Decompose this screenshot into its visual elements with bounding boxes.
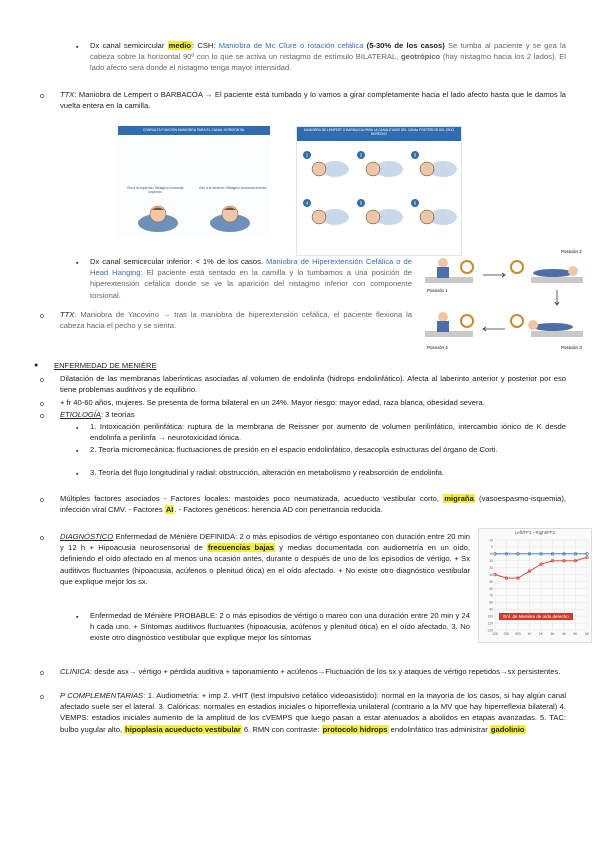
audiogram-y-tick: 100 bbox=[487, 614, 493, 619]
meniere-pruebas bbox=[60, 690, 566, 735]
audiogram-y-tick: 90 bbox=[489, 607, 493, 612]
diagnostico-a: Enfermedad de Ménière DEFINIDA: 2 o más episodios de vértigo espontaneo con duración entre 20 min y 12 h + Hipoacusia neurosensorial de bbox=[60, 532, 470, 553]
audiogram-y-tick: 80 bbox=[489, 600, 493, 605]
audiogram-x-tick: 500 bbox=[515, 632, 521, 636]
csh-lead: Dx canal semicircular bbox=[90, 41, 168, 50]
teoria-1: 1. Intoxicación perilinfática: ruptura de la membrana de Reissner por aumento de volumen perilinfático, intercambio iónico de K desde endolinfa a perilinfa → neurotoxicidad iónica. bbox=[90, 422, 566, 443]
lempert-step-3 bbox=[411, 151, 457, 177]
audiogram-y-tick: 30 bbox=[489, 565, 493, 570]
lempert-step-2 bbox=[357, 151, 403, 177]
circle-bullet-icon: o bbox=[40, 694, 44, 701]
audiogram-x-tick: 250 bbox=[503, 632, 510, 636]
position-3-patient-icon bbox=[528, 320, 583, 337]
pruebas-protocolo: protocolo hidrops bbox=[322, 724, 388, 734]
yacovino-ttx: TTX bbox=[60, 310, 75, 319]
pruebas-label: P COMPLEMENTARIAS bbox=[60, 691, 144, 700]
diagnostico-frecuencias: frecuencias bajas bbox=[208, 543, 274, 553]
square-bullet-icon: ▪ bbox=[76, 448, 79, 455]
position-2-patient-icon bbox=[531, 266, 583, 283]
square-bullet-icon: ▪ bbox=[76, 614, 79, 621]
circle-bullet-icon: o bbox=[40, 413, 44, 420]
circle-bullet-icon: o bbox=[40, 313, 44, 320]
circle-bullet-icon: o bbox=[40, 670, 44, 677]
audiogram-x-tick: 2K bbox=[538, 632, 544, 636]
square-bullet-icon: ▪ bbox=[76, 44, 79, 51]
inferior-lead: Dx canal semicircular inferior: < 1% de los casos. bbox=[90, 257, 266, 266]
square-bullet-icon: ▪ bbox=[76, 260, 79, 267]
circle-bullet-icon: o bbox=[40, 93, 44, 100]
audiogram-y-tick: 0 bbox=[491, 545, 493, 550]
caption-right-turn: Giro a la derecha / Nistagmo horizontal derecho bbox=[199, 186, 267, 190]
meniere-heading: ENFERMEDAD DE MENIÈRE bbox=[54, 361, 157, 370]
factores-b: (vasoespasmo-isquemia), infección viral CMV. - Factores bbox=[60, 494, 566, 515]
csh-geo: geotrópico bbox=[400, 52, 441, 62]
lempert-step-number: 4 bbox=[305, 200, 309, 206]
lempert-step-1 bbox=[303, 151, 349, 177]
inferior-paragraph bbox=[90, 256, 412, 301]
csh-mid: : CSH: bbox=[192, 41, 219, 50]
audiogram-y-tick: -10 bbox=[488, 538, 493, 543]
audiogram-y-tick: 120 bbox=[487, 628, 493, 633]
position-1-label: Posición 1 bbox=[427, 288, 448, 293]
lempert-step-number: 1 bbox=[305, 152, 309, 158]
audiogram-x-tick: 3K bbox=[550, 632, 555, 636]
audiogram-x-tick: 6K bbox=[573, 632, 578, 636]
audiogram-y-tick: 20 bbox=[489, 559, 493, 564]
lempert-step-5 bbox=[357, 199, 403, 225]
pruebas-hipoplasia: hipoplasia acueducto vestibular bbox=[125, 724, 241, 734]
circle-bullet-icon: o bbox=[40, 377, 44, 384]
lempert-step-4 bbox=[303, 199, 349, 225]
meniere-etiologia bbox=[60, 409, 566, 420]
figure-lempert-steps bbox=[296, 126, 462, 256]
audiogram-x-tick: 8K bbox=[584, 632, 590, 636]
audiogram-y-tick: 110 bbox=[487, 621, 493, 626]
circle-bullet-icon: o bbox=[40, 401, 44, 408]
diagnostico-b: y medias documentada con audiometría en un oído, definiendo el oído afectado en al menos una ocasión antes, durante o después de uno de los episodios de vértigo. + Sx auditivos fluctuantes (hipoacusia, acúfenos o plenitud ótica) en el oído afectado. + No existe otro diagnóstico vestibular que explique mejor los sx. bbox=[60, 543, 471, 586]
csh-medio: medio bbox=[168, 41, 191, 50]
inner-ear-icons bbox=[461, 261, 523, 327]
audiogram-x-tick: 125 bbox=[492, 632, 498, 636]
csh-paragraph bbox=[90, 40, 566, 74]
factores-a: Múltiples factores asociados - Factores locales: mastoides poco neumatizada, acueducto vestibular corto, bbox=[60, 494, 444, 503]
pruebas-b: 6. RMN con contraste: bbox=[241, 724, 322, 734]
barbacoa-paragraph bbox=[60, 89, 566, 111]
figure-right-header: MANIOBRA DE LEMPERT O BARBACOA PARA LA CANALITIASIS DEL CANAL POSTERIOR DEL OÍDO DERECHO bbox=[297, 127, 461, 141]
position-3-label: Posición 3 bbox=[561, 345, 582, 350]
audiogram-y-tick: 40 bbox=[489, 572, 493, 577]
lempert-step-number: 2 bbox=[359, 152, 363, 158]
caption-left-turn: Giro a la izquierda / Nistagmo horizontal izquierdo bbox=[126, 186, 184, 194]
audiogram-y-tick: 70 bbox=[489, 593, 493, 598]
yacovino-paragraph bbox=[60, 309, 412, 331]
audiogram-x-tick: 1K bbox=[527, 632, 532, 636]
lempert-step-number: 5 bbox=[359, 200, 363, 206]
csh-tail: (hay nistagmo hacia los 2 lados). El lado afecto será donde el nistagmo tenga mayor intensidad. bbox=[90, 52, 566, 73]
audiogram bbox=[478, 528, 592, 643]
meniere-diagnostico bbox=[60, 531, 470, 587]
positions-drawing bbox=[421, 245, 589, 357]
figure-left-header: CONSULTA FUNCIÓN MANIOBRA PARA EL CANAL HORIZONTAL bbox=[118, 126, 270, 135]
audiogram-label: Enf. de Menière de oído derecho bbox=[499, 613, 573, 620]
audiogram-plot bbox=[479, 536, 591, 640]
etiologia-text: : 3 teorías bbox=[100, 410, 135, 419]
audiogram-y-tick: 50 bbox=[489, 579, 493, 584]
square-bullet-icon: ▪ bbox=[76, 425, 79, 432]
factores-c: . - Factores genéticos: herencia AD con penetrancia reducida. bbox=[174, 505, 383, 515]
meniere-frecuencia: + fr 40-60 años, mujeres. Se presenta de forma bilateral en un 24%. Mayor riesgo: mayor edad, raza blanca, obesidad severa. bbox=[60, 398, 485, 407]
figure-positions bbox=[421, 245, 589, 357]
patient-right-icon bbox=[210, 206, 250, 232]
audiogram-y-tick: 10 bbox=[489, 552, 493, 557]
circle-bullet-icon: o bbox=[40, 497, 44, 504]
csh-pct: (5-30% de los casos) bbox=[363, 41, 445, 50]
yacovino-text: : Maniobra de Yacovino → tras la maniobra de hiperextensión cefálica, el paciente flexiona la cabeza hacia el pecho y se sienta. bbox=[60, 310, 412, 331]
barbacoa-text: : Maniobra de Lempert o BARBACOA → El paciente está tumbado y lo vamos a girar completamente hacia el lado afecto hasta que le damos la vuelta entera en la camilla. bbox=[60, 90, 566, 111]
audiogram-x-tick: 4K bbox=[561, 632, 567, 636]
pruebas-c: endolinfático tras administrar bbox=[388, 724, 490, 734]
pruebas-a: : 1. Audiometría: + imp 2. vHIT (test impulsivo cefálico videoasistido): normal en la mayoría de los casos, si hay algún canal afectado suele ser el lateral. 3. Calóricas: normales en estadios iniciales o hiporreflexia unilateral (contrario a la MV que hay hiperreflexia bilateral) 4. VEMPS: estadios iniciales aumento de la amplitud de los cVEMPS que luego pasan a estar atenuados a abolidos en etapas avanzadas. 5. TAC: bulbo yugular alto, bbox=[60, 691, 567, 734]
audiogram-title: Left/FF1 - Right/FF1 bbox=[514, 530, 556, 535]
factores-migrana: migraña bbox=[444, 494, 474, 503]
circle-bullet-icon: o bbox=[40, 535, 44, 542]
teoria-3: 3. Teoría del flujo longitudinal y radial: obstrucción, alteración en metabolismo y reabsorción de endolinfa. bbox=[90, 468, 445, 477]
dot-bullet-icon: ● bbox=[34, 362, 39, 369]
meniere-factores bbox=[60, 493, 566, 515]
audiogram-y-tick: 60 bbox=[489, 586, 493, 591]
meniere-probable: Enfermedad de Ménière PROBABLE: 2 o más episodios de vértigo o mareo con una duración entre 20 min y 24 h cada uno. + Síntomas auditivos fluctuantes (hipoacusia, acúfenos y plenitud ótica) en el oído afectado. 3. No existe otro diagnóstico vestibular que explique mejor los síntomas bbox=[90, 611, 470, 643]
clinica-text: : desde asx→ vértigo + pérdida auditiva + taponamiento + acúfenos→Fluctuación de los sx y ataques de vértigo repetidos→sx persistentes. bbox=[89, 667, 561, 676]
lempert-steps-drawing bbox=[297, 141, 461, 255]
etiologia-label: ETIOLOGÍA bbox=[60, 410, 101, 419]
meniere-dilatacion: Dilatación de las membranas laberínticas asociadas al volumen de endolinfa (hidrops endolinfático). Afecta al laberinto anterior y posterior por eso tiene problemas auditivos y de equilibrio. bbox=[60, 374, 566, 395]
csh-body: Se tumba al paciente y se gira la cabeza sobre la horizontal 90º con lo que se activa un nistagmo de estímulo BILATERAL, bbox=[90, 41, 566, 62]
patient-left-icon bbox=[138, 206, 178, 232]
pruebas-gadolinio: gadolinio bbox=[490, 724, 525, 734]
csh-maneuver: Maniobra de Mc Clure o rotación cefálica bbox=[218, 41, 364, 50]
position-2-label: Posición 2 bbox=[561, 249, 582, 254]
figure-head-rotation bbox=[118, 126, 270, 238]
lempert-step-number: 6 bbox=[413, 200, 417, 206]
lempert-step-number: 3 bbox=[413, 152, 417, 158]
inferior-body: : El paciente está sentado en la camilla y lo tumbamos a una posición de hiperextensión cefálica donde se ve la aparición del nistagmo inferior con componente torsional. bbox=[90, 268, 412, 300]
clinica-label: CLINICA bbox=[60, 667, 90, 676]
position-4-label: Posición 4 bbox=[427, 345, 448, 350]
lempert-step-6 bbox=[411, 199, 457, 225]
square-bullet-icon: ▪ bbox=[76, 471, 79, 478]
inferior-maneuver: Maniobra de Hiperextensión Cefálica o de Head Hanging bbox=[90, 257, 412, 278]
diagnostico-label: DIAGNÓSTICO bbox=[60, 532, 114, 541]
teoria-2: 2. Teoría micromecánica: fluctuaciones de presión en el espacio endolinfático, desacopla estructuras del órgano de Corti. bbox=[90, 445, 498, 454]
meniere-clinica bbox=[60, 666, 566, 677]
factores-ai: AI bbox=[165, 505, 174, 515]
barbacoa-ttx: TTX bbox=[60, 90, 75, 99]
